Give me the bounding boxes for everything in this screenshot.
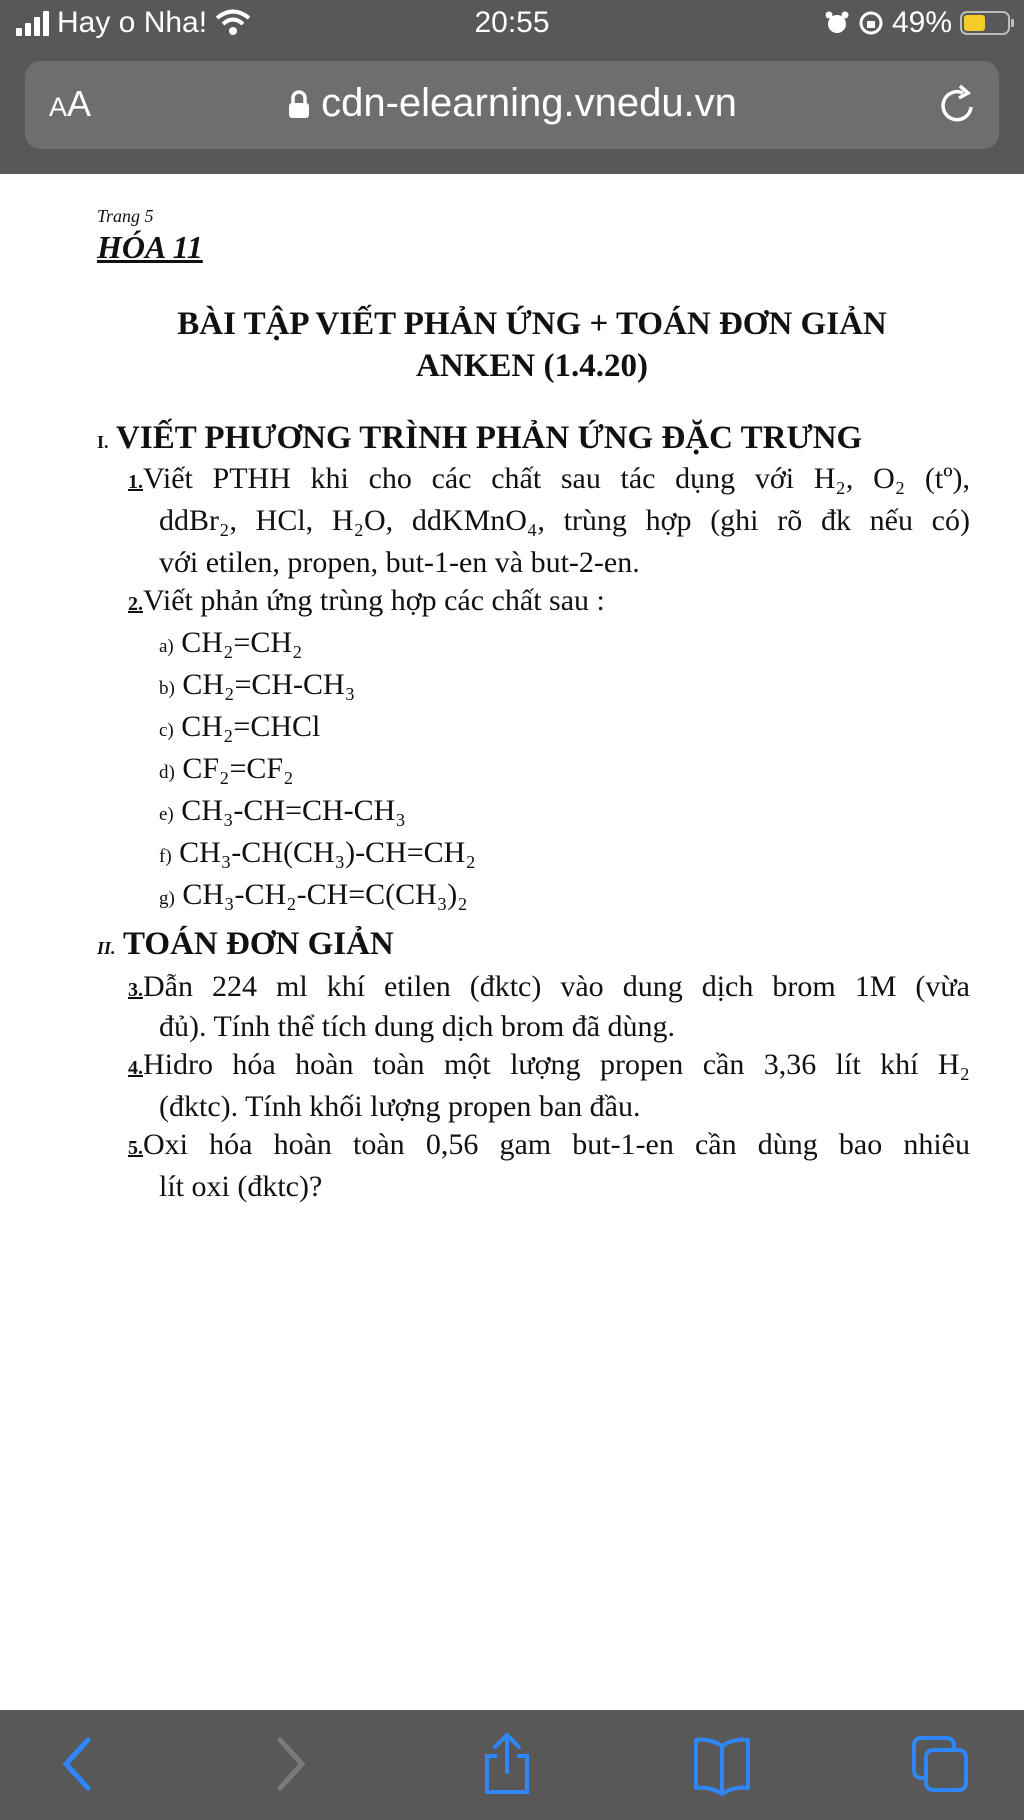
clock: 20:55 bbox=[474, 6, 550, 39]
formula-item bbox=[159, 878, 468, 912]
rotation-lock-icon bbox=[858, 10, 884, 36]
question-2-number: 2. bbox=[128, 593, 143, 615]
back-button[interactable] bbox=[58, 1732, 98, 1796]
subject-heading: HÓA 11 bbox=[97, 229, 203, 265]
question-1-line-3: với etilen, propen, but-1-en và but-2-en. bbox=[159, 546, 640, 579]
formula-label: c) bbox=[159, 720, 174, 741]
formula-text: CH₂=CH-CH₃ bbox=[182, 668, 356, 701]
formula-text: CF₂=CF₂ bbox=[182, 752, 294, 785]
question-3-number: 3. bbox=[128, 979, 143, 1001]
question-3-line-2: đủ). Tính thể tích dung dịch brom đã dùng. bbox=[159, 1010, 676, 1043]
question-4-line-1 bbox=[128, 1048, 970, 1082]
formula-text: CH₃-CH₂-CH=C(CH₃)₂ bbox=[182, 878, 468, 911]
forward-button[interactable] bbox=[270, 1732, 310, 1796]
question-4-text-1: Hidro hóa hoàn toàn một lượng propen cần 3,36 lít khí H₂ bbox=[143, 1048, 970, 1081]
section-2-heading bbox=[97, 926, 394, 963]
question-2 bbox=[128, 584, 605, 618]
formula-label: f) bbox=[159, 846, 172, 867]
question-5-text-1: Oxi hóa hoàn toàn 0,56 gam but-1-en cần dùng bao nhiêu bbox=[143, 1128, 970, 1161]
formula-text: CH₃-CH=CH-CH₃ bbox=[181, 794, 406, 827]
question-5-line-1 bbox=[128, 1128, 970, 1162]
section-2-number: II. bbox=[97, 938, 116, 958]
formula-label: d) bbox=[159, 762, 175, 783]
formula-item bbox=[159, 626, 302, 660]
document-title: BÀI TẬP VIẾT PHẢN ỨNG + TOÁN ĐƠN GIẢN bbox=[177, 306, 887, 342]
section-1-number: I. bbox=[97, 432, 109, 452]
formula-item bbox=[159, 794, 406, 828]
lock-icon bbox=[287, 90, 311, 120]
page-number: Trang 5 bbox=[97, 206, 154, 226]
text-size-button[interactable]: AA bbox=[49, 83, 92, 124]
carrier-name: Hay o Nha! bbox=[57, 6, 208, 39]
browser-chrome bbox=[0, 0, 1024, 174]
formula-item bbox=[159, 668, 355, 702]
question-5-line-2: lít oxi (đktc)? bbox=[159, 1170, 323, 1203]
share-button[interactable] bbox=[481, 1732, 533, 1796]
question-1-text-1: Viết PTHH khi cho các chất sau tác dụng với H₂, O₂ (tº), bbox=[143, 462, 970, 495]
section-1-heading bbox=[97, 420, 862, 457]
question-4-number: 4. bbox=[128, 1057, 143, 1079]
tabs-button[interactable] bbox=[910, 1732, 972, 1796]
section-1-title: VIẾT PHƯƠNG TRÌNH PHẢN ỨNG ĐẶC TRƯNG bbox=[116, 420, 863, 456]
battery-level bbox=[964, 15, 985, 31]
formula-item bbox=[159, 710, 320, 744]
browser-toolbar bbox=[0, 1710, 1024, 1820]
formula-label: e) bbox=[159, 804, 174, 825]
address-bar[interactable] bbox=[25, 61, 999, 149]
formula-label: b) bbox=[159, 678, 175, 699]
bookmarks-button[interactable] bbox=[692, 1732, 752, 1796]
formula-label: g) bbox=[159, 888, 175, 909]
battery-icon bbox=[960, 11, 1010, 35]
section-2-title: TOÁN ĐƠN GIẢN bbox=[123, 926, 394, 962]
question-1-line-1 bbox=[128, 462, 970, 496]
battery-percent: 49% bbox=[891, 6, 952, 39]
alarm-icon bbox=[824, 10, 850, 36]
formula-text: CH₃-CH(CH₃)-CH=CH₂ bbox=[179, 836, 476, 869]
question-1-number: 1. bbox=[128, 471, 143, 493]
question-2-text: Viết phản ứng trùng hợp các chất sau : bbox=[143, 584, 605, 617]
formula-item bbox=[159, 836, 476, 870]
url-text: cdn-elearning.vnedu.vn bbox=[321, 81, 737, 125]
question-3-line-1 bbox=[128, 970, 970, 1004]
formula-item bbox=[159, 752, 294, 786]
reload-icon[interactable] bbox=[935, 83, 979, 127]
document-page bbox=[0, 174, 1024, 1710]
formula-text: CH₂=CH₂ bbox=[181, 626, 303, 659]
formula-label: a) bbox=[159, 636, 174, 657]
question-3-text-1: Dẫn 224 ml khí etilen (đktc) vào dung dịch brom 1M (vừa bbox=[143, 970, 970, 1003]
question-1-line-2: ddBr₂, HCl, H₂O, ddKMnO₄, trùng hợp (ghi rõ đk nếu có) bbox=[159, 504, 970, 537]
status-bar bbox=[0, 0, 1024, 52]
formula-text: CH₂=CHCl bbox=[181, 710, 321, 743]
question-5-number: 5. bbox=[128, 1137, 143, 1159]
question-4-line-2: (đktc). Tính khối lượng propen ban đầu. bbox=[159, 1090, 641, 1123]
document-subtitle: ANKEN (1.4.20) bbox=[416, 348, 648, 384]
